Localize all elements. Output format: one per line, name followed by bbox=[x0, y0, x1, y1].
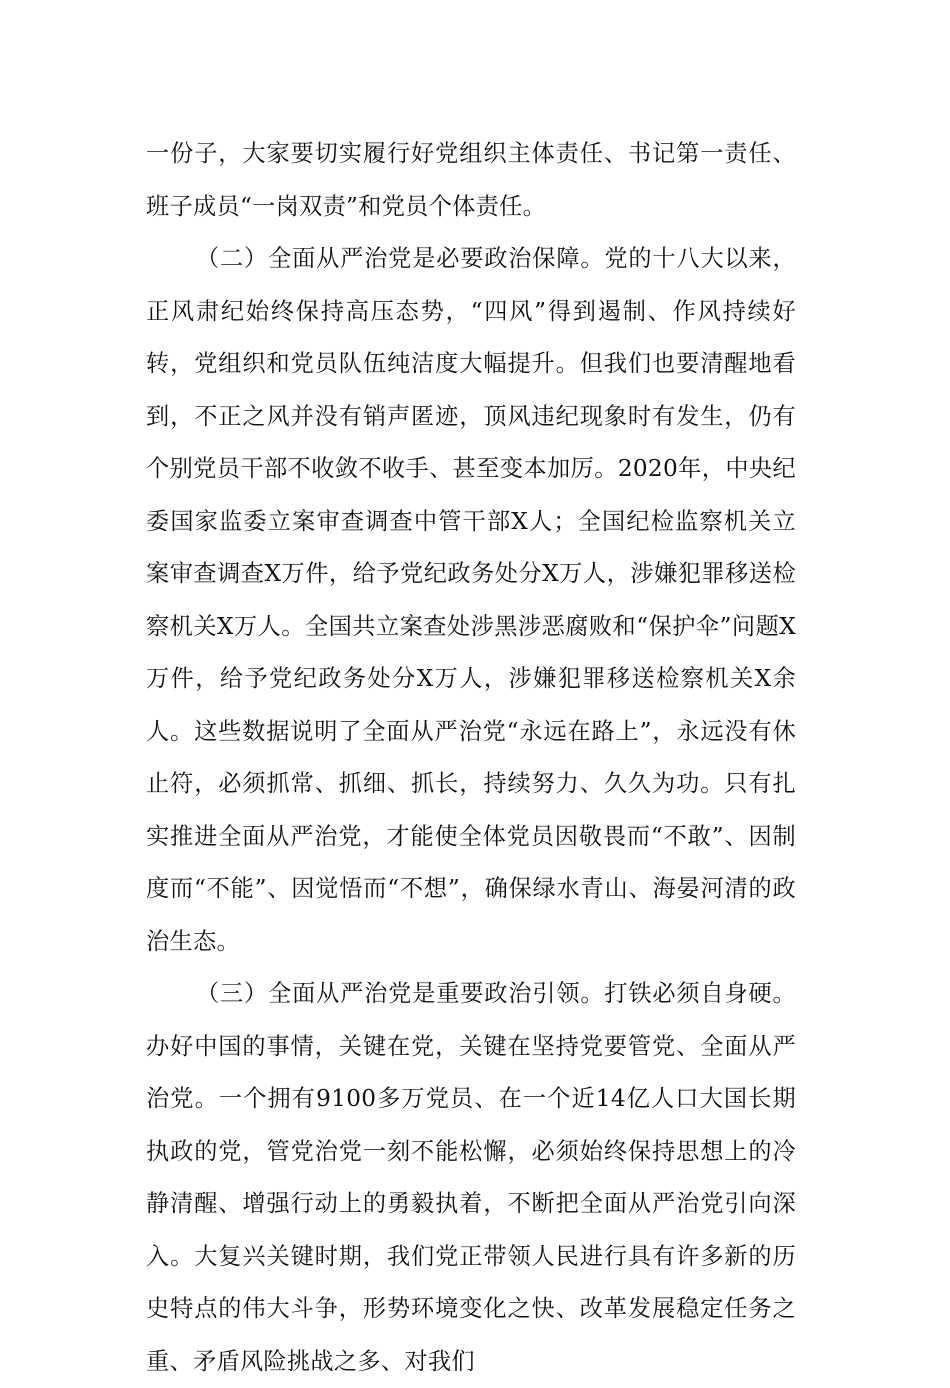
paragraph-continuation: 一份子，大家要切实履行好党组织主体责任、书记第一责任、班子成员“一岗双责”和党员个体责任。 bbox=[146, 140, 796, 220]
paragraph-section-three: （三）全面从严治党是重要政治引领。打铁必须自身硬。办好中国的事情，关键在党，关键在坚持党要管党、全面从严治党。一个拥有9100多万党员、在一个近14亿人口大国长期执政的党，管党治党一刻不能松懈，必须始终保持思想上的冷静清醒、增强行动上的勇毅执着，不断把全面从严治党引向深入。大复兴关键时期，我们党正带领人民进行具有许多新的历史特点的伟大斗争，形势环境变化之快、改革发展稳定任务之重、矛盾风险挑战之多、对我们 bbox=[146, 980, 796, 1375]
body-text bbox=[146, 128, 796, 1388]
paragraph-section-two: （二）全面从严治党是必要政治保障。党的十八大以来，正风肃纪始终保持高压态势，“四风”得到遏制、作风持续好转，党组织和党员队伍纯洁度大幅提升。但我们也要清醒地看到，不正之风并没有销声匿迹，顶风违纪现象时有发生，仍有个别党员干部不收敛不收手、甚至变本加厉。2020年，中央纪委国家监委立案审查调查中管干部X人；全国纪检监察机关立案审查调查X万件，给予党纪政务处分X万人，涉嫌犯罪移送检察机关X万人。全国共立案查处涉黑涉恶腐败和“保护伞”问题X万件，给予党纪政务处分X万人，涉嫌犯罪移送检察机关X余人。这些数据说明了全面从严治党“永远在路上”，永远没有休止符，必须抓常、抓细、抓长，持续努力、久久为功。只有扎实推进全面从严治党，才能使全体党员因敬畏而“不敢”、因制度而“不能”、因觉悟而“不想”，确保绿水青山、海晏河清的政治生态。 bbox=[146, 245, 796, 955]
